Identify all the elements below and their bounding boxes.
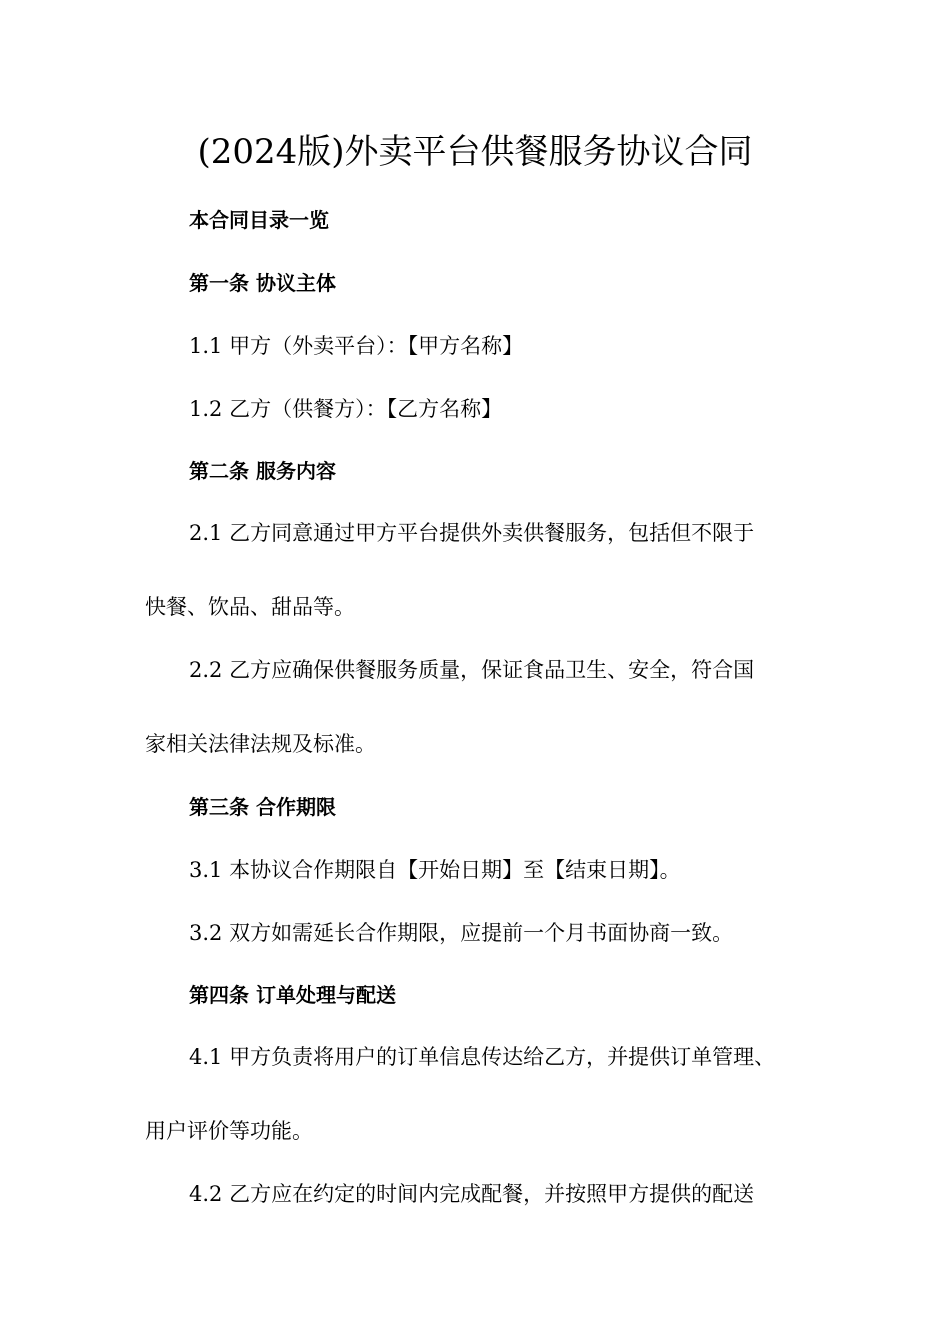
clause-4-2-line-1: 4.2 乙方应在约定的时间内完成配餐，并按照甲方提供的配送 (189, 1182, 755, 1206)
article-4-heading: 第四条 订单处理与配送 (189, 983, 396, 1007)
article-3-heading: 第三条 合作期限 (189, 795, 336, 819)
clause-4-1-line-1: 4.1 甲方负责将用户的订单信息传达给乙方，并提供订单管理、 (189, 1045, 776, 1069)
clause-2-2-line-1: 2.2 乙方应确保供餐服务质量，保证食品卫生、安全，符合国 (189, 658, 755, 682)
clause-2-1-line-1: 2.1 乙方同意通过甲方平台提供外卖供餐服务，包括但不限于 (189, 521, 755, 545)
clause-2-2-line-2: 家相关法律法规及标准。 (145, 732, 376, 756)
clause-2-1-line-2: 快餐、饮品、甜品等。 (145, 595, 355, 619)
article-1-heading: 第一条 协议主体 (189, 271, 336, 295)
article-2-heading: 第二条 服务内容 (189, 459, 336, 483)
toc-heading: 本合同目录一览 (189, 208, 329, 232)
clause-3-2: 3.2 双方如需延长合作期限，应提前一个月书面协商一致。 (189, 921, 734, 945)
clause-1-1: 1.1 甲方（外卖平台）：【甲方名称】 (189, 334, 524, 358)
clause-3-1: 3.1 本协议合作期限自【开始日期】至【结束日期】。 (189, 858, 681, 882)
clause-4-1-line-2: 用户评价等功能。 (145, 1119, 313, 1143)
clause-1-2: 1.2 乙方（供餐方）：【乙方名称】 (189, 397, 503, 421)
document-title: (2024版)外卖平台供餐服务协议合同 (197, 132, 753, 172)
